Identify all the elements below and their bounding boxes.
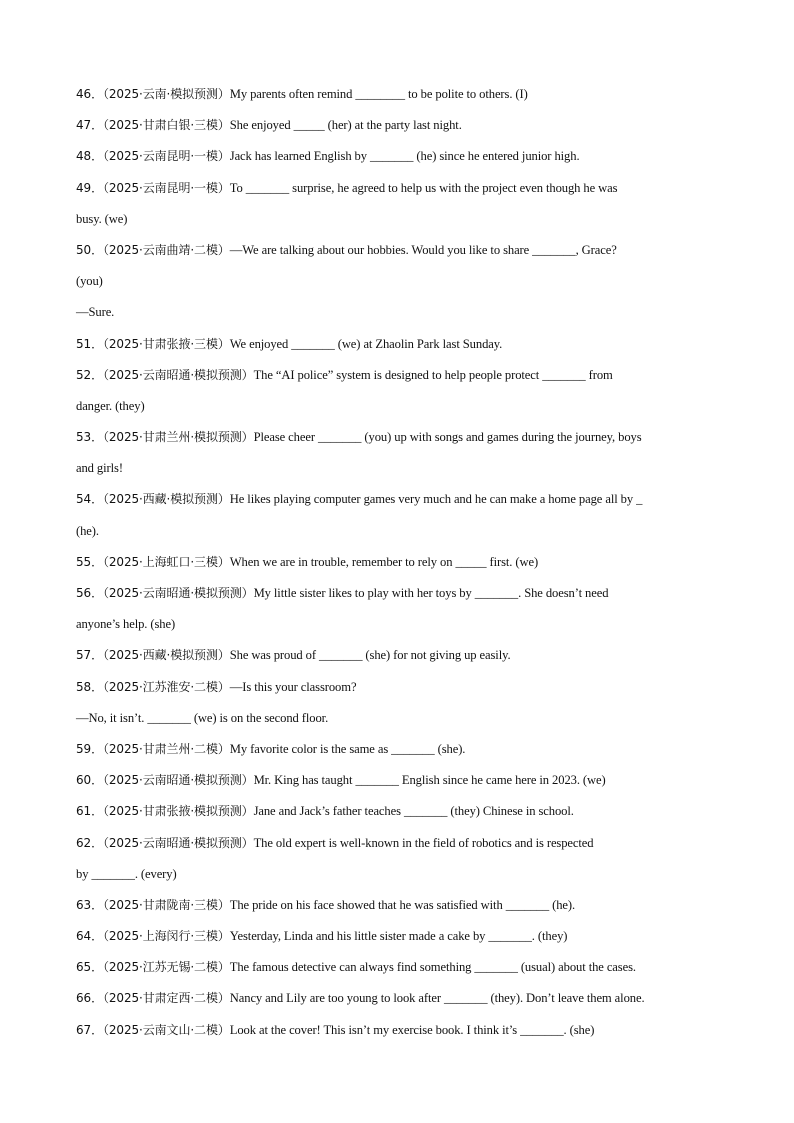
question-continuation <box>76 453 726 484</box>
question-line <box>76 734 726 765</box>
question-line <box>76 547 726 578</box>
question-line <box>76 173 726 204</box>
question-continuation <box>76 609 726 640</box>
question-number: 54． <box>76 492 103 507</box>
question-line <box>76 578 726 609</box>
question-source: （2025·上海虹口·三模） <box>102 554 230 569</box>
question-line <box>76 360 726 391</box>
question-line <box>76 952 726 983</box>
question-number: 57． <box>76 648 103 663</box>
question-text: Look at the cover! This isn’t my exercise book. I think it’s _______. (she) <box>229 1022 595 1037</box>
question-number: 49． <box>76 180 103 195</box>
question-line <box>76 484 726 515</box>
question-number: 63． <box>76 897 103 912</box>
question-continuation <box>76 297 726 328</box>
question-number: 67． <box>76 1022 103 1037</box>
question-number: 61． <box>76 804 103 819</box>
question-number: 56． <box>76 586 103 600</box>
question-line <box>76 141 726 172</box>
question-number: 58． <box>76 679 103 694</box>
question-text: The old expert is well-known in the field of robotics and is respected <box>253 835 594 850</box>
question-text: (he). <box>76 523 99 538</box>
question-line <box>76 796 726 827</box>
question-line <box>76 921 726 952</box>
question-text: danger. (they) <box>76 398 145 413</box>
question-source: （2025·云南曲靖·二模） <box>102 242 230 257</box>
question-text: The famous detective can always find something _______ (usual) about the cases. <box>229 960 636 975</box>
question-text: My parents often remind ________ to be polite to others. (I) <box>229 87 528 101</box>
question-text: We enjoyed _______ (we) at Zhaolin Park last Sunday. <box>229 336 503 351</box>
question-text: The “AI police” system is designed to help people protect _______ from <box>253 367 613 382</box>
question-line <box>76 110 726 141</box>
question-list <box>76 79 726 1046</box>
question-line <box>76 983 726 1014</box>
question-source: （2025·云南昭通·模拟预测） <box>102 773 254 788</box>
question-text: Jane and Jack’s father teaches _______ (they) Chinese in school. <box>253 804 574 819</box>
question-continuation <box>76 204 726 235</box>
question-text: and girls! <box>76 461 123 476</box>
question-line <box>76 828 726 859</box>
question-number: 51． <box>76 336 103 351</box>
question-source: （2025·西藏·模拟预测） <box>102 648 230 663</box>
question-line <box>76 672 726 703</box>
question-text: busy. (we) <box>76 211 128 226</box>
question-number: 59． <box>76 741 103 756</box>
question-source: （2025·甘肃张掖·三模） <box>102 336 230 351</box>
question-text: Jack has learned English by _______ (he) since he entered junior high. <box>229 149 580 164</box>
question-number: 64． <box>76 929 103 944</box>
question-line <box>76 765 726 796</box>
question-text: To _______ surprise, he agreed to help us with the project even though he was <box>229 180 618 195</box>
question-number: 48． <box>76 149 103 164</box>
question-source: （2025·西藏·模拟预测） <box>102 492 230 507</box>
question-text: My favorite color is the same as _______ (she). <box>229 741 466 756</box>
question-continuation <box>76 703 726 734</box>
question-source: （2025·云南昭通·模拟预测） <box>102 835 254 850</box>
question-source: （2025·上海闵行·三模） <box>102 929 230 944</box>
question-number: 52． <box>76 367 103 382</box>
question-source: （2025·云南文山·二模） <box>102 1022 230 1037</box>
question-text: —Is this your classroom? <box>229 679 357 694</box>
question-text: Nancy and Lily are too young to look after _______ (they). Don’t leave them alone. <box>229 991 645 1006</box>
question-number: 53． <box>76 430 103 445</box>
question-text: When we are in trouble, remember to rely on _____ first. (we) <box>229 554 539 569</box>
question-number: 50． <box>76 242 103 257</box>
question-source: （2025·云南昆明·一模） <box>102 180 230 195</box>
question-text: —No, it isn’t. _______ (we) is on the second floor. <box>76 710 329 725</box>
question-source: （2025·云南昭通·模拟预测） <box>102 367 254 382</box>
question-text: Yesterday, Linda and his little sister made a cake by _______. (they) <box>229 929 568 944</box>
question-number: 60． <box>76 773 103 788</box>
question-continuation <box>76 266 726 297</box>
question-text: —We are talking about our hobbies. Would you like to share _______, Grace? <box>229 242 617 257</box>
question-text: The pride on his face showed that he was satisfied with _______ (he). <box>229 897 576 912</box>
question-source: （2025·甘肃定西·二模） <box>102 991 230 1006</box>
question-line <box>76 329 726 360</box>
question-source: （2025·甘肃陇南·三模） <box>102 897 230 912</box>
question-number: 47． <box>76 118 103 133</box>
question-continuation <box>76 391 726 422</box>
question-number: 46． <box>76 87 103 101</box>
question-text: (you) <box>76 274 103 289</box>
question-number: 62． <box>76 835 103 850</box>
question-number: 55． <box>76 554 103 569</box>
question-text: She was proud of _______ (she) for not giving up easily. <box>229 648 511 663</box>
question-source: （2025·甘肃兰州·二模） <box>102 741 230 756</box>
question-number: 66． <box>76 991 103 1006</box>
question-text: Please cheer _______ (you) up with songs and games during the journey, boys <box>253 430 642 445</box>
question-source: （2025·甘肃张掖·模拟预测） <box>102 804 254 819</box>
question-line <box>76 79 726 110</box>
question-text: by _______. (every) <box>76 866 177 881</box>
question-source: （2025·甘肃白银·三模） <box>102 118 230 133</box>
question-text: He likes playing computer games very much and he can make a home page all by _ <box>229 492 643 507</box>
question-line <box>76 890 726 921</box>
question-text: My little sister likes to play with her toys by _______. She doesn’t need <box>253 586 609 600</box>
question-source: （2025·江苏淮安·二模） <box>102 679 230 694</box>
question-continuation <box>76 859 726 890</box>
question-source: （2025·云南昆明·一模） <box>102 149 230 164</box>
question-source: （2025·云南昭通·模拟预测） <box>102 586 254 600</box>
question-text: Mr. King has taught _______ English since he came here in 2023. (we) <box>253 773 606 788</box>
question-source: （2025·云南·模拟预测） <box>102 87 230 101</box>
question-text: anyone’s help. (she) <box>76 617 176 632</box>
question-line <box>76 235 726 266</box>
question-source: （2025·江苏无锡·二模） <box>102 960 230 975</box>
question-source: （2025·甘肃兰州·模拟预测） <box>102 430 254 445</box>
question-line <box>76 640 726 671</box>
question-text: She enjoyed _____ (her) at the party last night. <box>229 118 462 133</box>
question-text: —Sure. <box>76 305 115 320</box>
question-continuation <box>76 516 726 547</box>
question-number: 65． <box>76 960 103 975</box>
question-line <box>76 1015 726 1046</box>
question-line <box>76 422 726 453</box>
